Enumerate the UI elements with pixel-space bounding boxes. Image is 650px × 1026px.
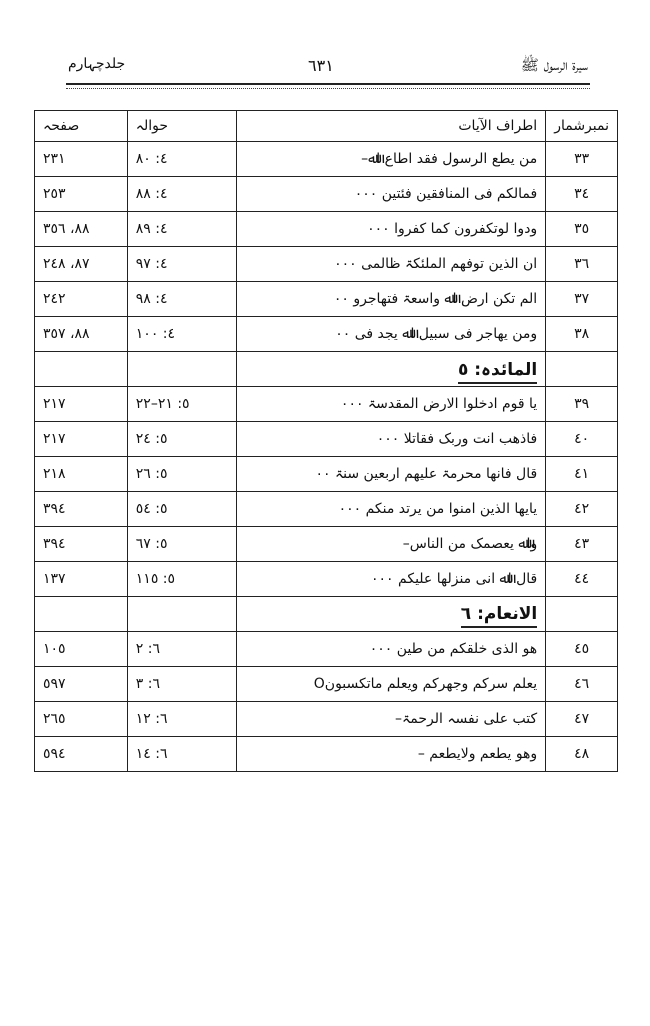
reference-cell: ٤: ١٠٠ [127, 317, 236, 352]
reference-cell: ٤: ٨٩ [127, 212, 236, 247]
page-cell: ٨٨، ٣٥٦ [35, 212, 128, 247]
table-row [35, 527, 618, 562]
serial-cell: ٤٤ [546, 562, 618, 597]
table-row [35, 457, 618, 492]
section-title: الانعام: ٦ [461, 604, 537, 628]
table-row [35, 142, 618, 177]
table-row [35, 737, 618, 772]
reference-cell: ٥: ٢١–٢٢ [127, 387, 236, 422]
table-row [35, 317, 618, 352]
reference-cell: ٥: ٦٧ [127, 527, 236, 562]
empty-cell [127, 597, 236, 632]
page-cell: ٨٧، ٢٤٨ [35, 247, 128, 282]
serial-cell: ٣٤ [546, 177, 618, 212]
page-cell: ٥٩٧ [35, 667, 128, 702]
reference-cell: ٤: ٩٧ [127, 247, 236, 282]
header-rule [66, 83, 590, 85]
serial-cell: ٤٢ [546, 492, 618, 527]
empty-cell [546, 352, 618, 387]
volume-label: جلدچہارم [68, 56, 126, 72]
serial-cell: ٤٠ [546, 422, 618, 457]
verse-cell: من یطع الرسول فقد اطاع اﷲ– [237, 142, 546, 177]
table-row [35, 492, 618, 527]
page-cell: ٢٥٣ [35, 177, 128, 212]
section-cell [237, 352, 546, 387]
table-row [35, 387, 618, 422]
reference-cell: ٦: ٢ [127, 632, 236, 667]
serial-cell: ٣٩ [546, 387, 618, 422]
reference-cell: ٥: ٥٤ [127, 492, 236, 527]
empty-cell [35, 597, 128, 632]
page-cell: ٢١٧ [35, 387, 128, 422]
page-cell: ٨٨، ٣٥٧ [35, 317, 128, 352]
table-row [35, 562, 618, 597]
reference-cell: ٥: ٢٦ [127, 457, 236, 492]
table-body [35, 142, 618, 772]
table-row [35, 247, 618, 282]
column-header-serial: نمبرشمار [546, 111, 618, 142]
table-row [35, 632, 618, 667]
verse-cell: ان الذین توفھم الملئکۃ ظالمی ۰۰۰ [237, 247, 546, 282]
page-cell: ١٠٥ [35, 632, 128, 667]
table-row [35, 667, 618, 702]
page-cell: ٣٩٤ [35, 492, 128, 527]
reference-cell: ٤: ٨٠ [127, 142, 236, 177]
page-cell: ١٣٧ [35, 562, 128, 597]
serial-cell: ٤١ [546, 457, 618, 492]
section-cell [237, 597, 546, 632]
verse-cell: الم تکن ارض اﷲ واسعۃ فتھاجرو ۰۰ [237, 282, 546, 317]
verse-cell: یا قوم ادخلوا الارض المقدسۃ ۰۰۰ [237, 387, 546, 422]
serial-cell: ٣٧ [546, 282, 618, 317]
serial-cell: ٤٧ [546, 702, 618, 737]
column-header-verses: اطراف الآیات [237, 111, 546, 142]
empty-cell [127, 352, 236, 387]
section-title: المائدہ: ٥ [458, 360, 537, 384]
page-cell: ٢١٨ [35, 457, 128, 492]
table-row [35, 702, 618, 737]
table-row [35, 422, 618, 457]
book-title: سیرۃ الرسول ﷺ [520, 56, 588, 74]
verse-cell: واﷲ یعصمک من الناس– [237, 527, 546, 562]
column-header-reference: حوالہ [127, 111, 236, 142]
verse-cell: کتب علی نفسہ الرحمۃ– [237, 702, 546, 737]
page-cell: ٢١٧ [35, 422, 128, 457]
empty-cell [35, 352, 128, 387]
verse-cell: وھو یطعم ولایطعم – [237, 737, 546, 772]
serial-cell: ٣٣ [546, 142, 618, 177]
table-header-row [35, 111, 618, 142]
reference-cell: ٦: ١٤ [127, 737, 236, 772]
table-row [35, 282, 618, 317]
verse-cell: ومن یھاجر فی سبیل اﷲ یجد فی ۰۰ [237, 317, 546, 352]
page-header [68, 52, 588, 82]
section-row [35, 352, 618, 387]
reference-cell: ٥: ٢٤ [127, 422, 236, 457]
header-dotted-rule [66, 88, 590, 89]
verse-cell: قال فانھا محرمۃ علیھم اربعین سنۃ ۰۰ [237, 457, 546, 492]
reference-cell: ٦: ١٢ [127, 702, 236, 737]
verse-cell: ھو الذی خلقکم من طین ۰۰۰ [237, 632, 546, 667]
page-cell: ٢٦٥ [35, 702, 128, 737]
page-cell: ٥٩٤ [35, 737, 128, 772]
page-cell: ٣٩٤ [35, 527, 128, 562]
verse-cell: فاذھب انت وربک فقاتلا ۰۰۰ [237, 422, 546, 457]
serial-cell: ٤٥ [546, 632, 618, 667]
empty-cell [546, 597, 618, 632]
page-cell: ٢٣١ [35, 142, 128, 177]
column-header-page: صفحہ [35, 111, 128, 142]
table-row [35, 212, 618, 247]
verse-cell: قال اﷲ انی منزلھا علیکم ۰۰۰ [237, 562, 546, 597]
serial-cell: ٤٨ [546, 737, 618, 772]
reference-cell: ٦: ٣ [127, 667, 236, 702]
serial-cell: ٣٨ [546, 317, 618, 352]
reference-cell: ٤: ٩٨ [127, 282, 236, 317]
page-number: ٦٣١ [308, 56, 334, 75]
page-cell: ٢٤٢ [35, 282, 128, 317]
verse-cell: یایھا الذین امنوا من یرتد منکم ۰۰۰ [237, 492, 546, 527]
section-row [35, 597, 618, 632]
serial-cell: ٣٦ [546, 247, 618, 282]
serial-cell: ٣٥ [546, 212, 618, 247]
verse-cell: فمالکم فی المنافقین فئتین ۰۰۰ [237, 177, 546, 212]
verse-cell: یعلم سرکم وجھرکم ویعلم ماتکسبونO [237, 667, 546, 702]
reference-cell: ٤: ٨٨ [127, 177, 236, 212]
serial-cell: ٤٣ [546, 527, 618, 562]
table-row [35, 177, 618, 212]
reference-cell: ٥: ١١٥ [127, 562, 236, 597]
verse-index-table [34, 110, 618, 772]
verse-cell: ودوا لوتکفرون کما کفروا ۰۰۰ [237, 212, 546, 247]
serial-cell: ٤٦ [546, 667, 618, 702]
